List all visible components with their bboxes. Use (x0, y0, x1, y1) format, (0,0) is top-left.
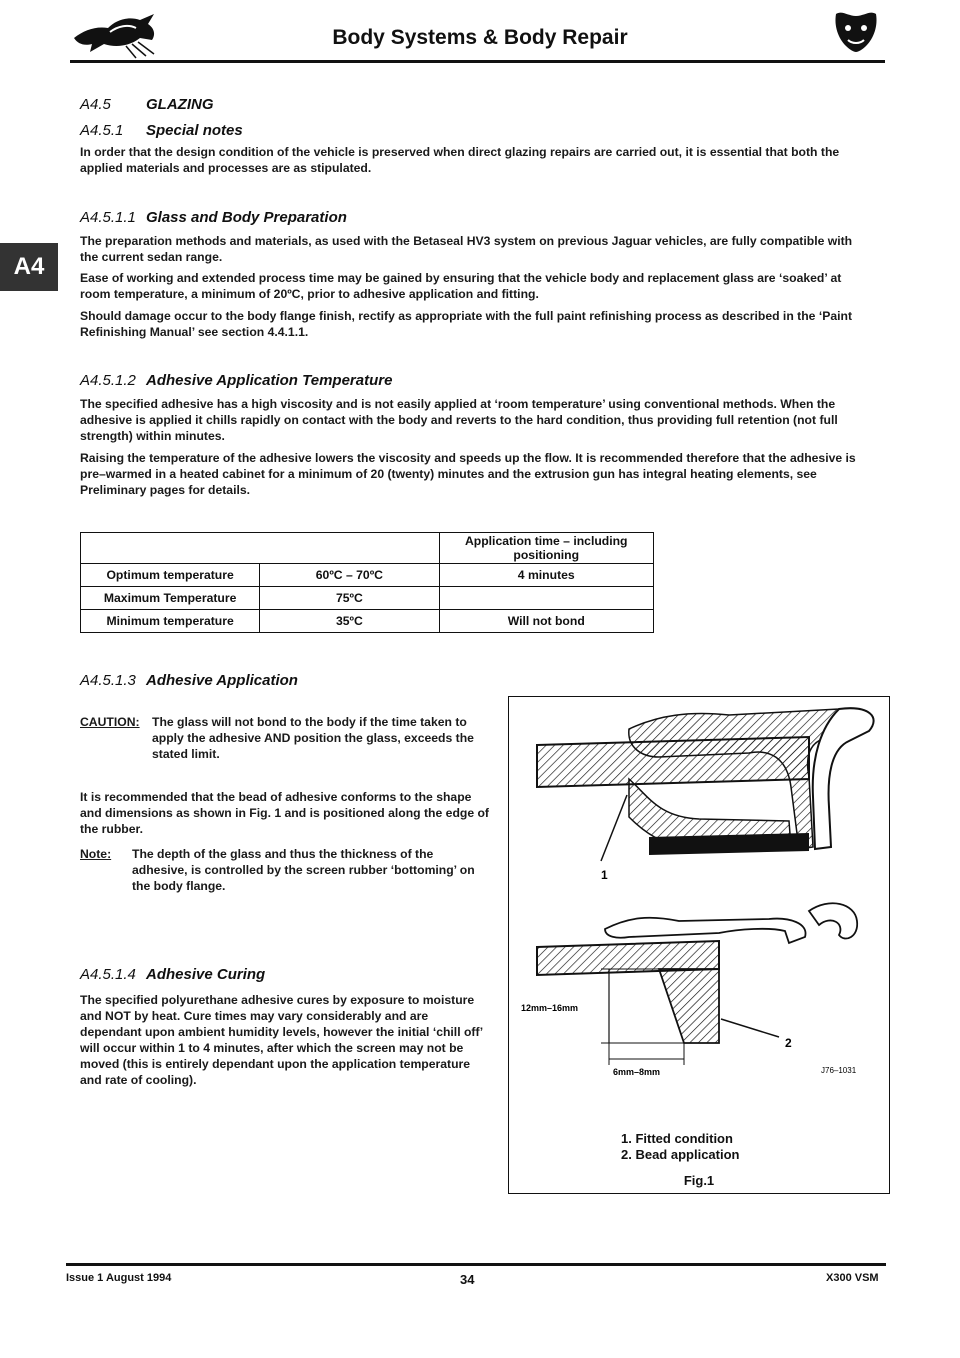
note-text: The depth of the glass and thus the thickness of the adhesive, is controlled by the screen rubber ‘bottoming’ on the body flange. (132, 847, 475, 893)
table-cell-time (439, 587, 654, 610)
table-cell-label: Optimum temperature (81, 564, 260, 587)
heading-adhesive-curing: A4.5.1.4 Adhesive Curing (80, 966, 266, 983)
footer-doc-ref: X300 VSM (826, 1272, 879, 1284)
table-cell-value: 60ºC – 70ºC (260, 564, 439, 587)
paragraph-special-notes: In order that the design condition of the vehicle is preserved when direct glazing repairs are carried out, it is essential that both the applied materials and processes are as stipulated. (80, 145, 840, 175)
page-header-title: Body Systems & Body Repair (332, 26, 628, 49)
heading-glass-body-prep: A4.5.1.1 Glass and Body Preparation (80, 209, 347, 226)
heading-special-notes: A4.5.1 Special notes (80, 122, 243, 139)
temperature-table (80, 532, 654, 633)
page-number: 34 (460, 1272, 475, 1287)
bead-section-diagram (509, 697, 889, 1117)
table-cell-value: 35ºC (260, 610, 439, 633)
section-tab-a4: A4 (0, 243, 58, 291)
callout-2: 2 (785, 1036, 792, 1050)
table-header-empty (81, 533, 440, 564)
table-cell-time: Will not bond (439, 610, 654, 633)
table-row (81, 564, 654, 587)
dimension-width-label: 6mm–8mm (613, 1067, 661, 1077)
note-label: Note: (80, 847, 112, 861)
paragraph-glass-prep-1: The preparation methods and materials, as used with the Betaseal HV3 system on previous Jaguar vehicles, are fully compatible with the current sedan range. (80, 234, 853, 264)
jaguar-head-badge-icon (832, 8, 880, 54)
paragraph-temperature-1: The specified adhesive has a high viscosity and is not easily applied at ‘room temperature’ using conventional methods. When the adhesive is applied it chills rapidly on contact with the body and reverts to the hard condition, thus providing full retention (not full strength) within minutes. (80, 397, 838, 443)
table-cell-label: Maximum Temperature (81, 587, 260, 610)
paragraph-temperature-2: Raising the temperature of the adhesive lowers the viscosity and speeds up the flow. It is recommended therefore that the adhesive is pre–warmed in a heated cabinet for a minimum of 20 (twenty) minutes and the extrusion gun has integral heating elements, see Preliminary pages for details. (80, 451, 856, 497)
heading-glazing: A4.5 GLAZING (80, 96, 214, 113)
caution-text: The glass will not bond to the body if the time taken to apply the adhesive AND position the glass, exceeds the stated limit. (152, 715, 474, 761)
legend-item: 2. Bead application (621, 1147, 740, 1162)
paragraph-adhesive-curing: The specified polyurethane adhesive cures by exposure to moisture and NOT by heat. Cure times may vary considerably and are dependant upon ambient humidity levels, however the initial ‘chill off’ will occur within 1 to 4 minutes, after which the screen may not be moved (this is entirely dependant upon the application temperature and rate of cooling). (80, 993, 483, 1087)
figure-caption: Fig.1 (683, 1173, 715, 1188)
legend-item: 1. Fitted condition (621, 1131, 733, 1146)
dimension-height-label: 12mm–16mm (521, 1003, 579, 1013)
caution-label: CAUTION: (80, 715, 140, 729)
bead-application-view (537, 903, 857, 1065)
heading-adhesive-application: A4.5.1.3 Adhesive Application (80, 672, 298, 689)
table-cell-label: Minimum temperature (81, 610, 260, 633)
figure-box (508, 696, 890, 1194)
figure-reference: J76–1031 (821, 1066, 857, 1075)
table-header-row (81, 533, 654, 564)
paragraph-adhesive-application: It is recommended that the bead of adhesive conforms to the shape and dimensions as shown in Fig. 1 and is positioned along the edge of the rubber. (80, 790, 489, 836)
fitted-condition-view (537, 708, 874, 861)
footer-issue: Issue 1 August 1994 (66, 1272, 172, 1284)
table-cell-time: 4 minutes (439, 564, 654, 587)
callout-1: 1 (601, 868, 608, 882)
footer-rule (66, 1263, 886, 1266)
heading-application-temperature: A4.5.1.2 Adhesive Application Temperature (80, 372, 393, 389)
table-header-time: Application time – including positioning (439, 533, 654, 564)
table-cell-value: 75ºC (260, 587, 439, 610)
table-row (81, 587, 654, 610)
paragraph-glass-prep-3: Should damage occur to the body flange finish, rectify as appropriate with the full paint refinishing process as described in the ‘Paint Refinishing Manual’ see section 4.4.1.1. (80, 309, 853, 339)
header-rule (70, 60, 885, 63)
paragraph-glass-prep-2: Ease of working and extended process time may be gained by ensuring that the vehicle body and replacement glass are ‘soaked’ at room temperature, a minimum of 20ºC, prior to adhesive application and fitting. (80, 271, 842, 301)
table-row (81, 610, 654, 633)
